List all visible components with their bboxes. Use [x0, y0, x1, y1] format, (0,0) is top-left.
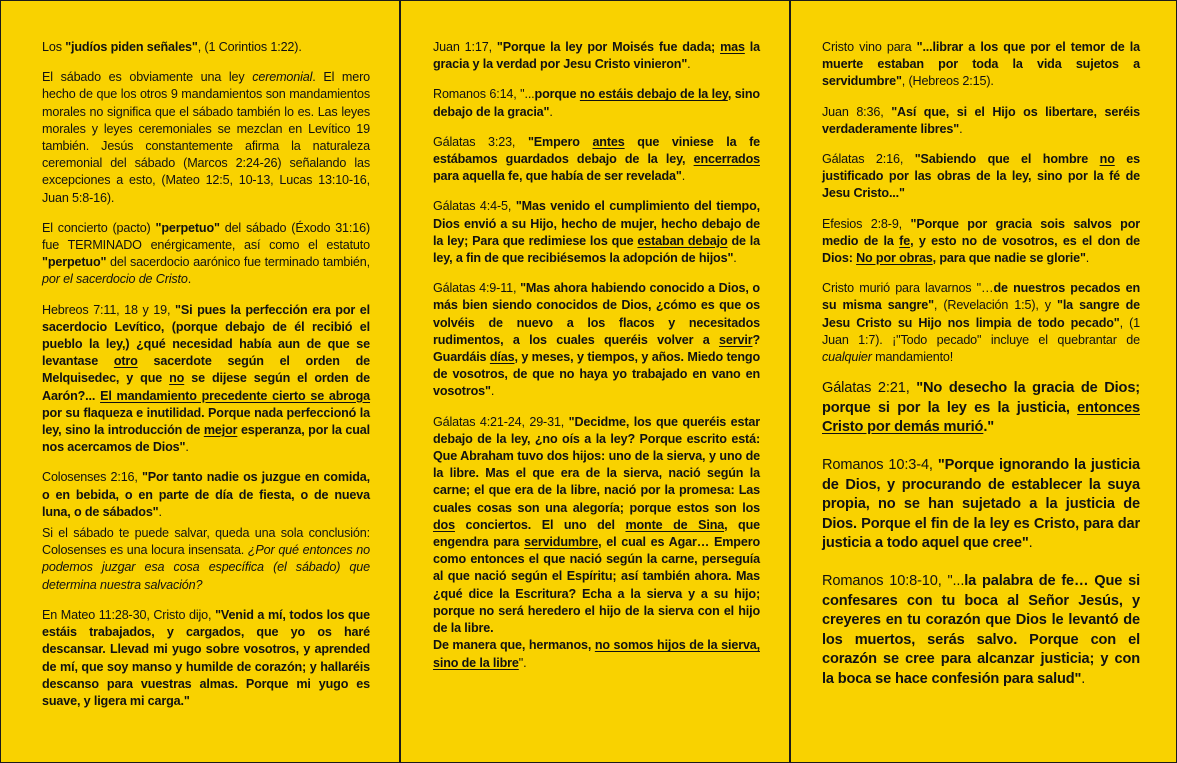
scripture-paragraph [42, 525, 370, 594]
underlined-text: servidumbre [524, 535, 599, 550]
text-run: Gálatas 4:21-24, 29-31, [433, 414, 569, 429]
underlined-text: monte de Sina [625, 517, 725, 532]
text-run: Cristo vino para [822, 40, 917, 54]
scripture-paragraph [822, 216, 1140, 268]
bold-text: "Así que, si el Hijo os libertare, seréis verdaderamente libres" [822, 104, 1141, 136]
text-run: . [733, 251, 737, 266]
text-run: Cristo murió para lavarnos "… [822, 281, 994, 296]
bold-text: esperanza, por la cual nos acercamos de Dios" [42, 423, 370, 455]
bold-text: "judíos piden señales" [65, 40, 198, 54]
text-run: , (Hebreos 2:15). [901, 74, 994, 89]
italic-text: ¿Por qué entonces no podemos juzgar esa cosa específica (el sábado) que determina nuestra salvación? [42, 543, 370, 592]
text-run: El concierto (pacto) [42, 220, 156, 235]
text-run: ". [518, 655, 527, 670]
bold-text: sacerdote según el orden de Melquisedec, y que [42, 354, 370, 386]
text-run: . [490, 384, 495, 399]
bold-text: "Porque por gracia sois salvos por medio de la [822, 216, 1140, 248]
italic-text: ceremonial [252, 70, 313, 85]
bold-text: "Porque la ley por Moisés fue dada; [496, 40, 721, 54]
scripture-paragraph [822, 151, 1140, 203]
text-run: Gálatas 2:16, [822, 152, 915, 167]
text-run: . [158, 504, 162, 519]
scripture-paragraph [42, 469, 370, 521]
text-run: Gálatas 4:4-5, [433, 199, 516, 214]
fold-divider-right [789, 1, 791, 762]
bold-text: "Por tanto nadie os juzgue en comida, o en bebida, o en parte de día de fiesta, o de nueva luna, o de sábados" [42, 470, 370, 519]
bold-text: , sino debajo de la gracia" [433, 87, 760, 119]
bold-text: "perpetuo" [42, 255, 107, 270]
bold-text: De manera que, hermanos, [433, 638, 595, 653]
bold-text: ." [983, 419, 995, 436]
bold-text: , el cual es Agar… Empero como entonces el que nació según la carne, perseguía al que nació según el Espíritu; así también ahora. Mas ¿qué dice la Escritura? Echa a la sierva y a su hijo; porque no será heredero el hijo de la sierva con el hijo de la libre. [433, 535, 761, 636]
scripture-paragraph [433, 280, 760, 400]
text-run: . [1081, 670, 1086, 687]
scripture-paragraph [822, 280, 1140, 366]
underlined-text: otro [113, 354, 138, 369]
italic-text: por el sacerdocio de Cristo [42, 272, 188, 287]
text-run: Colosenses 2:16, [42, 470, 142, 485]
text-run: Gálatas 2:21, [822, 380, 917, 397]
bold-text: ? Guardáis [433, 332, 760, 365]
italic-text: cualquier [822, 350, 872, 365]
bold-text: la gracia y la verdad por Jesu Cristo vinieron" [433, 40, 760, 72]
text-run: , (1 Juan 1:7). ¡"Todo pecado" incluye el quebrantar de [822, 315, 1140, 347]
text-run: Si el sábado te puede salvar, queda una sola conclusión: Colosenses es una locura insensata. [42, 526, 370, 558]
underlined-text: fe [899, 233, 911, 248]
text-run: , (Revelación 1:5), y [933, 298, 1058, 313]
bold-text: se dijese según el orden de Aarón?... [42, 371, 370, 403]
text-run: Romanos 10:3-4, [822, 457, 938, 474]
underlined-text: servir [719, 332, 753, 347]
bold-text: "Empero [527, 134, 593, 149]
scripture-paragraph [42, 69, 370, 207]
underlined-text: antes [592, 134, 625, 149]
text-run: . [185, 440, 189, 455]
scripture-paragraph [433, 198, 760, 267]
bold-text: , y esto no de vosotros, es el don de Dios: [822, 233, 1140, 266]
scripture-paragraph [822, 104, 1140, 138]
underlined-text: días [489, 350, 515, 365]
bold-text: que viniese la fe estábamos guardados debajo de la ley, [433, 134, 760, 167]
text-run: del sacerdocio aarónico fue terminado también, [106, 255, 370, 270]
text-run: mandamiento! [871, 350, 954, 365]
bold-text: "No desecho la gracia de Dios; porque si por la ley es la justicia, [822, 380, 1140, 416]
panel-left [42, 39, 370, 714]
text-run: del sábado (Éxodo 31:16) fue TERMINADO enérgicamente, así como el estatuto [42, 220, 371, 253]
underlined-text: encerrados [693, 152, 760, 167]
bold-text: es justificado por las obras de la ley, sino por la fé de Jesu Cristo..." [822, 152, 1141, 201]
bold-text: "Mas venido el cumplimiento del tiempo, Dios envió a su Hijo, hecho de mujer, hecho debajo de la ley; Para que redimiese los que [433, 199, 760, 248]
scripture-paragraph [822, 456, 1140, 554]
bold-text: "Venid a mí, todos los que estáis trabajados, y cargados, que yo os haré descansar. Llevad mi yugo sobre vosotros, y aprended de mí, que soy manso y humilde de corazón; y hallaréis descanso para vuestras almas. Porque mi yugo es suave, y ligera mi carga." [42, 607, 370, 708]
scripture-paragraph [42, 607, 370, 710]
underlined-text: El mandamiento precedente cierto se abroga [100, 388, 371, 403]
scripture-paragraph [822, 39, 1140, 91]
text-run: . [681, 169, 686, 184]
bold-text: de nuestros pecados en su misma sangre" [822, 281, 1140, 313]
fold-divider-left [399, 1, 401, 762]
underlined-text: no [1099, 152, 1115, 167]
underlined-text: No por obras [856, 251, 933, 266]
text-run: Romanos 6:14, "... [433, 87, 535, 102]
scripture-paragraph [42, 39, 370, 56]
scripture-paragraph [433, 414, 760, 672]
underlined-text: mejor [203, 423, 238, 438]
bold-text: "Porque ignorando la justicia de Dios, y procurando de establecer la suya propia, no se han sujetado a la justicia de Dios. Porque el fin de la ley es Cristo, para dar justicia a todo aquel que cree" [822, 457, 1140, 552]
bold-text: , que engendra para [433, 517, 760, 550]
scripture-paragraph [822, 572, 1140, 690]
scripture-paragraph [822, 379, 1140, 438]
scripture-paragraph [433, 39, 760, 73]
bold-text: para aquella fe, que había de ser revelada" [433, 169, 682, 184]
text-run: . [1085, 251, 1090, 266]
bold-text: conciertos. El uno del [454, 517, 626, 532]
bold-text: "Decidme, los que queréis estar debajo de la ley, ¿no oís a la ley? Porque escrito está: Que Abraham tuvo dos hijos: uno de la sierva, y uno de la libre. Mas el que era de la sierva, nació según la carne; el que era de la libre, nació por la promesa: Las cuales cosas son una alegoría; porque estos son los [433, 414, 760, 515]
text-run: Gálatas 4:9-11, [433, 281, 521, 296]
text-run: El sábado es obviamente una ley [42, 70, 253, 85]
bold-text: , para que nadie se glorie" [932, 251, 1086, 266]
bold-text: la palabra de fe… Que si confesares con tu boca al Señor Jesús, y creyeres en tu corazón que Dios le levantó de los muertos, serás salvo. Porque con el corazón se cree para alcanzar justicia; y con la boca se hace confesión para salud" [822, 573, 1140, 687]
underlined-text: no [169, 371, 185, 386]
text-run: Juan 8:36, [822, 104, 892, 119]
text-run: . [187, 272, 192, 287]
scripture-paragraph [433, 134, 760, 186]
text-run: . [959, 121, 963, 136]
text-run: . [1028, 535, 1033, 552]
underlined-text: estaban debajo [637, 233, 728, 248]
bold-text: por su flaqueza e inutilidad. Porque nada perfeccionó la ley, sino la introducción de [42, 405, 370, 438]
bold-text: de la ley, a fin de que recibiésemos la adopción de hijos" [433, 233, 760, 266]
underlined-text: no somos hijos de la sierva, sino de la libre [433, 638, 760, 670]
text-run: Hebreos 7:11, 18 y 19, [42, 302, 176, 317]
underlined-text: no estáis debajo de la ley [579, 87, 728, 102]
scripture-paragraph [433, 86, 760, 120]
text-run: Romanos 10:8-10, "... [822, 573, 965, 589]
text-run: Gálatas 3:23, [433, 134, 528, 149]
bold-text: , y meses, y tiempos, y años. Miedo tengo de vosotros, de que no haya yo trabajado en vano en vosotros" [433, 350, 760, 399]
text-run: , (1 Corintios 1:22). [197, 40, 302, 54]
text-run: Efesios 2:8-9, [822, 216, 911, 231]
panel-middle [433, 39, 760, 685]
text-run: En Mateo 11:28-30, Cristo dijo, [42, 607, 216, 622]
bold-text: "Sabiendo que el hombre [914, 152, 1100, 167]
text-run: . [549, 104, 553, 119]
underlined-text: mas [720, 40, 745, 54]
text-run: Los [42, 40, 66, 54]
scripture-paragraph [42, 220, 370, 289]
text-run: . El mero hecho de que los otros 9 mandamientos son mandamientos morales no significa que el sábado también lo es. Las leyes morales y leyes ceremoniales se mezclan en Levítico 19 también. Jesús constantemente afirma la naturaleza ceremonial del sábado (Marcos 2:24-26) señalando las excepciones a esto, (Mateo 12:5, 10-13, Lucas 13:10-16, Juan 5:8-16). [42, 70, 370, 205]
bold-text: "Si pues la perfección era por el sacerdocio Levítico, (porque debajo de él recibió el pueblo la ley,) ¿qué necesidad había aun de que se levantase [42, 302, 370, 369]
bold-text: porque [534, 87, 580, 102]
bold-text: "Mas ahora habiendo conocido a Dios, o más bien siendo conocidos de Dios, ¿cómo es que os volvéis de nuevo a los flacos y necesitados rudimentos, a los cuales queréis volver a [433, 281, 760, 347]
text-run: . [687, 57, 691, 72]
underlined-text: entonces Cristo por demás murió [822, 399, 1140, 436]
bold-text: "perpetuo" [155, 220, 220, 235]
underlined-text: dos [433, 517, 455, 532]
text-run: Juan 1:17, [433, 40, 497, 54]
panel-right [822, 39, 1140, 708]
bold-text: "la sangre de Jesu Cristo su Hijo nos limpia de todo pecado" [822, 298, 1140, 330]
bold-text: "...librar a los que por el temor de la muerte estaban por toda la vida sujetos a servidumbre" [822, 40, 1140, 89]
scripture-paragraph [42, 302, 370, 457]
